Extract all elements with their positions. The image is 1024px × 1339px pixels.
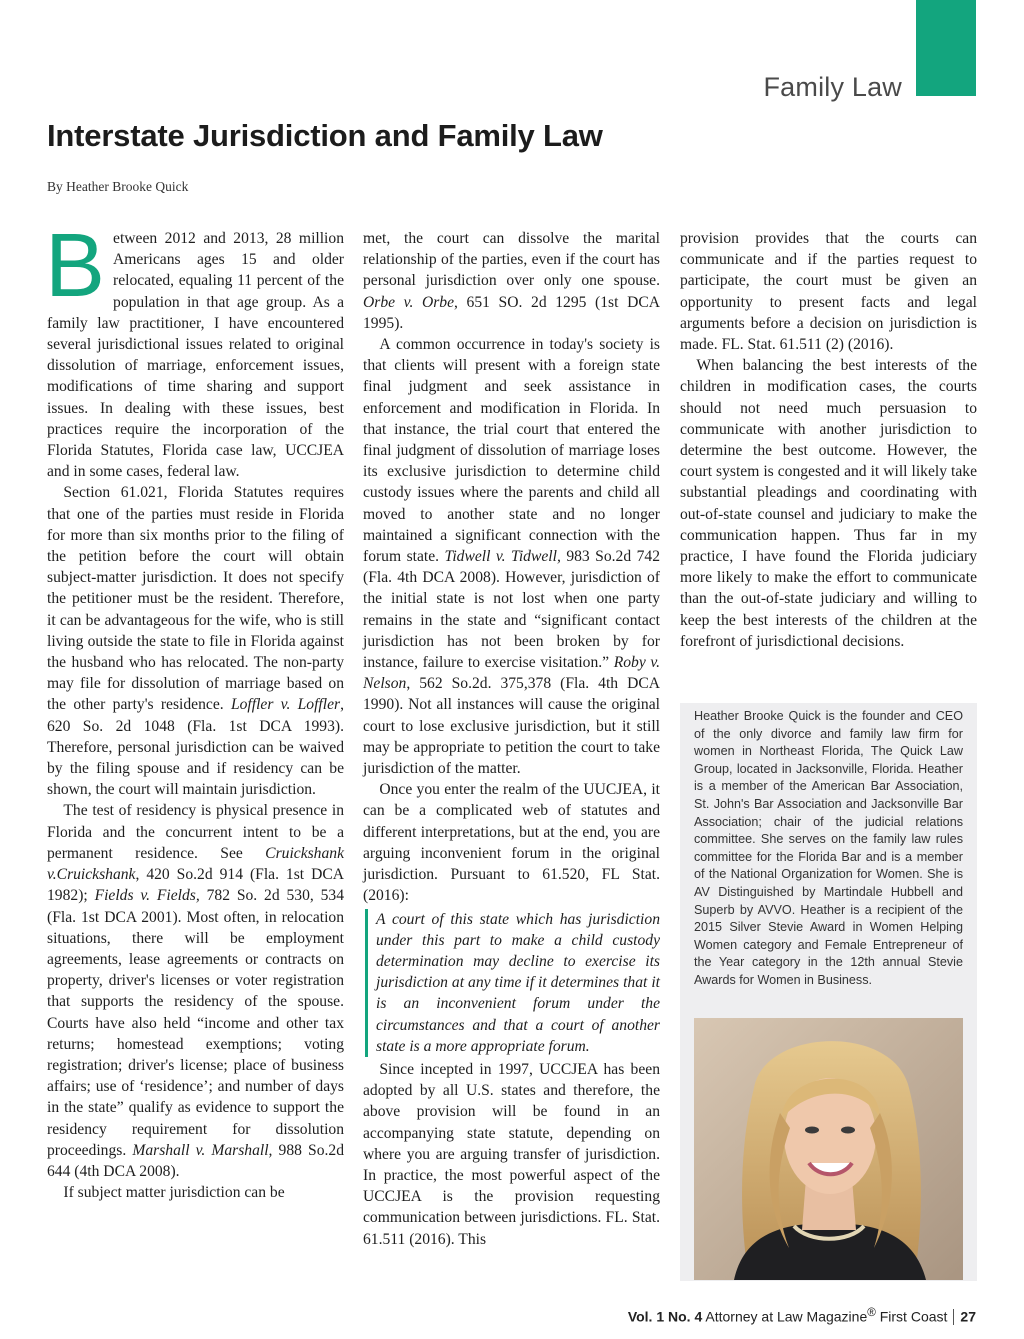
article-title: Interstate Jurisdiction and Family Law bbox=[47, 118, 603, 153]
author-photo bbox=[694, 1018, 963, 1280]
byline: By Heather Brooke Quick bbox=[47, 179, 189, 194]
author-portrait-image bbox=[694, 1018, 963, 1280]
paragraph: Section 61.021, Florida Statutes requires that one of the parties must reside in Florida for more than six months prior to the filing of the petition before the court will obtain subject-matter jurisdiction. It does not specify the petitioner must be the resident. Therefore, it can be advantageous for the wife, who is still living outside the state to file in Florida against the husband who has relocated. The non-party may file for dissolution of marriage based on the other party's residence. Loffler v. Loffler, 620 So. 2d 1048 (Fla. 1st DCA 1993). Therefore, personal jurisdiction can be waived by the filing spouse and if residency can be shown, the court will maintain jurisdiction. bbox=[47, 484, 344, 799]
paragraph: provision provides that the courts can communicate and if the parties request to participate, the court must be given an opportunity to present facts and legal arguments before a decision on jurisdiction is made. FL. Stat. 61.511 (2) (2016). bbox=[680, 230, 977, 354]
article-column-1 bbox=[45, 216, 344, 1203]
page-footer bbox=[628, 1306, 976, 1325]
paragraph: met, the court can dissolve the marital relationship of the parties, even if the court has personal jurisdiction over only one spouse. Orbe v. Orbe, 651 SO. 2d 1295 (1st DCA 1995). bbox=[363, 230, 660, 332]
paragraph: Once you enter the realm of the UUCJEA, it can be a complicated web of statutes and different interpretations, but at the end, you are arguing inconvenient forum in the original jurisdiction. Pursuant to 61.520, FL Stat. (2016): bbox=[363, 781, 660, 905]
paragraph: Between 2012 and 2013, 28 million Americans ages 15 and older relocated, equaling 11 percent of the population in that age group. As a family law practitioner, I have encountered several jurisdictional issues related to original dissolution of marriage, enforcement issues, modifications of time sharing and support issues. In dealing with these issues, best practices require the incorporation of the Florida Statutes, Florida case law, UCCJEA and in some cases, federal law. bbox=[45, 216, 344, 481]
drop-cap: B bbox=[45, 216, 106, 316]
section-accent-block bbox=[916, 0, 976, 96]
section-label: Family Law bbox=[763, 72, 902, 102]
paragraph: If subject matter jurisdiction can be bbox=[63, 1184, 285, 1202]
magazine-name: Attorney at Law Magazine bbox=[705, 1308, 868, 1325]
paragraph: When balancing the best interests of the children in modification cases, the courts should not need much persuasion to communicate with another jurisdiction to determine the best outcome. However, the court system is congested and it will likely take substantial pleadings and coordinating with out-of-state counsel and judiciary to make the communication happen. Thus far in my practice, I have found the Florida judiciary more likely to make the effort to communicate than the out-of-state judiciary and willing to keep the best interests of the children at the forefront of jurisdictional decisions. bbox=[680, 357, 977, 650]
paragraph: A common occurrence in today's society is that clients will present with a foreign state final judgment and seek assistance in enforcement and modification in Florida. In that instance, the trial court that entered the final judgment of dissolution of marriage loses its exclusive jurisdiction to determine child custody issues where the parents and child all moved to another state and no longer maintained a significant connection with the forum state. Tidwell v. Tidwell, 983 So.2d 742 (Fla. 4th DCA 2008). However, jurisdiction of the initial state is not lost when one party remains in the state and “significant contact jurisdiction has not been broken by for instance, failure to exercise visitation.” Roby v. Nelson, 562 So.2d. 375,378 (Fla. 4th DCA 1990). Not all instances will cause the original court to lose exclusive jurisdiction, but it still may be appropriate to petition the court to take jurisdiction of the matter. bbox=[363, 336, 660, 778]
case-citation: Roby v. Nelson bbox=[363, 654, 660, 693]
edition-name: First Coast bbox=[879, 1308, 948, 1325]
issue-volume: Vol. 1 No. 4 bbox=[627, 1308, 703, 1325]
case-citation: Fields v. Fields, bbox=[94, 887, 200, 905]
author-bio-box bbox=[680, 703, 977, 1281]
case-citation: Tidwell v. Tidwell, bbox=[444, 548, 561, 566]
article-column-2 bbox=[363, 228, 660, 1250]
paragraph: Since incepted in 1997, UCCJEA has been adopted by all U.S. states and therefore, the above provision will be found in an accompanying state statute, depending on where you are arguing transfer of jurisdiction. In practice, the most powerful aspect of the UCCJEA is the provision requesting communication between jurisdictions. FL. Stat. 61.511 (2016). This bbox=[363, 1060, 660, 1248]
case-citation: Loffler v. Loffler bbox=[230, 696, 341, 714]
statute-quote: A court of this state which has jurisdiction under this part to make a child custody determination may decline to exercise its jurisdiction at any time if it determines that it is an inconvenient forum under the circumstances and that a court of another state is a more appropriate forum. bbox=[365, 909, 660, 1057]
page-number: 27 bbox=[960, 1308, 976, 1325]
footer-divider bbox=[953, 1309, 954, 1325]
case-citation: Orbe v. Orbe bbox=[363, 293, 455, 311]
case-citation: Marshall v. Marshall, bbox=[132, 1141, 273, 1159]
author-bio-text: Heather Brooke Quick is the founder and CEO of the only divorce and family law firm for women in Northeast Florida, The Quick Law Group, located in Jacksonville, Florida. Heather is a member of the American Bar Association, St. John's Bar Association and Jacksonville Bar Association; chair of the judicial relations committee. She serves on the family law rules committee for the Florida Bar and is a member of the National Organization for Women. She is AV Distinguished by Martindale Hubbell and Superb by AVVO. Heather is a recipient of the 2015 Silver Stevie Award in Women Helping Women category and Female Entrepreneur of the Year category in the 12th annual Stevie Awards for Women in Business. bbox=[694, 709, 963, 987]
paragraph: The test of residency is physical presence in Florida and the concurrent intent to be a permanent residence. See Cruickshank v.Cruickshank, 420 So.2d 914 (Fla. 1st DCA 1982); Fields v. Fields, 782 So. 2d 530, 534 (Fla. 1st DCA 2001). Most often, in relocation situations, there will be employment agreements, lease agreements or contracts on property, driver's licenses or voter registration that supports the residency of the spouse. Courts have also held “income and other tax returns; homestead exemptions; voting registration; driver's license; place of business affairs; use of ‘residence’; and number of days in the state” qualify as evidence to support the residency requirement for dissolution proceedings. Marshall v. Marshall, 988 So.2d 644 (4th DCA 2008). bbox=[47, 802, 344, 1180]
registered-mark: ® bbox=[867, 1306, 876, 1319]
article-column-3 bbox=[680, 228, 977, 652]
case-citation: Cruickshank v.Cruickshank bbox=[47, 844, 344, 884]
